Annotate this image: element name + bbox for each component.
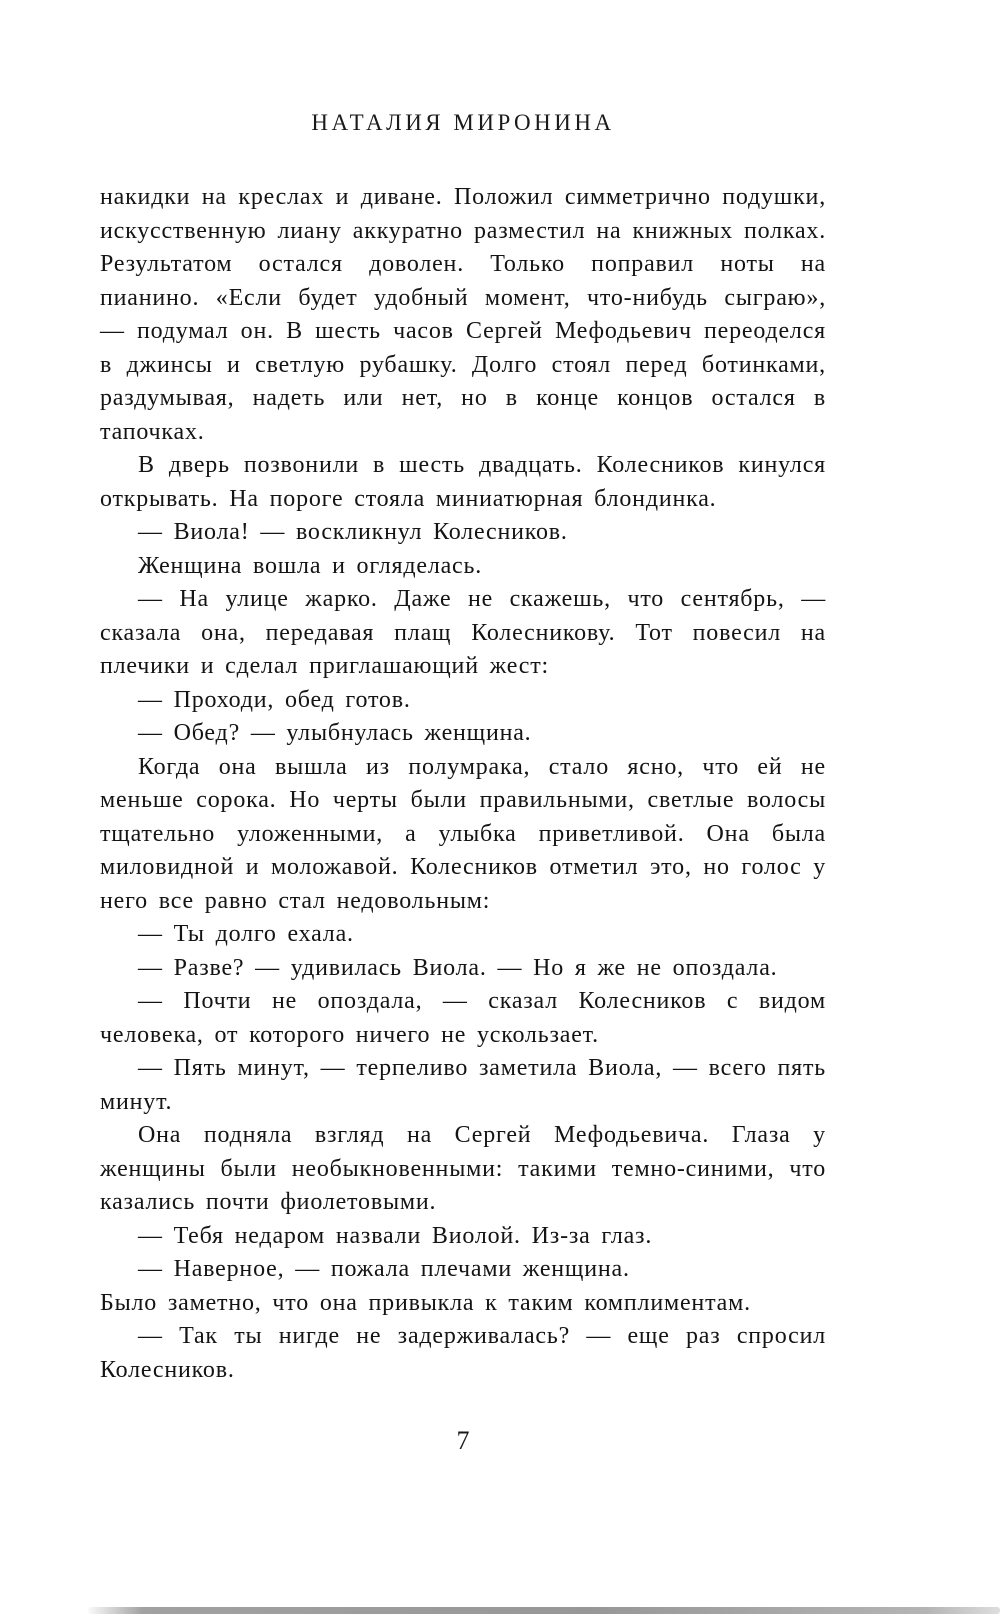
paragraph: — Так ты нигде не задерживалась? — еще раз спросил Колесников.: [100, 1323, 826, 1383]
paragraph: Когда она вышла из полумрака, стало ясно, что ей не меньше сорока. Но черты были правильными, светлые волосы тщательно уложенными, а улыбка приветливой. Она была миловидной и моложавой. Колесников отметил это, но голос у него все равно стал недовольным:: [100, 753, 826, 914]
paragraph: — Тебя недаром назвали Виолой. Из-за глаз.: [138, 1222, 653, 1249]
paragraph: — Проходи, обед готов.: [138, 686, 411, 713]
paragraph: — Почти не опоздала, — сказал Колесников с видом человека, от которого ничего не ускользает.: [100, 988, 826, 1048]
paragraph: — Обед? — улыбнулась женщина.: [138, 720, 532, 746]
paragraph: — Ты долго ехала.: [138, 921, 354, 947]
running-header-author: НАТАЛИЯ МИРОНИНА: [311, 110, 615, 135]
paragraph: — На улице жарко. Даже не скажешь, что сентябрь, — сказала она, передавая плащ Колесникову. Тот повесил на плечики и сделал приглашающий жест:: [100, 586, 826, 679]
page-number: 7: [456, 1426, 470, 1455]
paragraph: — Наверное, — пожала плечами женщина.: [138, 1256, 630, 1282]
paragraph: — Виола! — воскликнул Колесников.: [138, 519, 568, 545]
paragraph: Она подняла взгляд на Сергей Мефодьевича. Глаза у женщины были необыкновенными: такими темно-синими, что казались почти фиолетовыми.: [100, 1122, 826, 1215]
page-body: [100, 181, 826, 1387]
paragraph: Было заметно, что она привыкла к таким комплиментам.: [100, 1289, 751, 1316]
page-edge-shadow: [88, 1607, 1000, 1614]
paragraph: Женщина вошла и огляделась.: [138, 552, 483, 579]
paragraph: накидки на креслах и диване. Положил симметрично подушки, искусственную лиану аккуратно разместил на книжных полках. Результатом остался доволен. Только поправил ноты на пианино. «Если будет удобный момент, что-нибудь сыграю», — подумал он. В шесть часов Сергей Мефодьевич переоделся в джинсы и светлую рубашку. Долго стоял перед ботинками, раздумывая, надеть или нет, но в конце концов остался в тапочках.: [100, 184, 826, 445]
paragraph: — Пять минут, — терпеливо заметила Виола, — всего пять минут.: [100, 1055, 826, 1115]
paragraph: В дверь позвонили в шесть двадцать. Колесников кинулся открывать. На пороге стояла миниатюрная блондинка.: [100, 452, 826, 512]
paragraph: — Разве? — удивилась Виола. — Но я же не опоздала.: [138, 954, 778, 981]
